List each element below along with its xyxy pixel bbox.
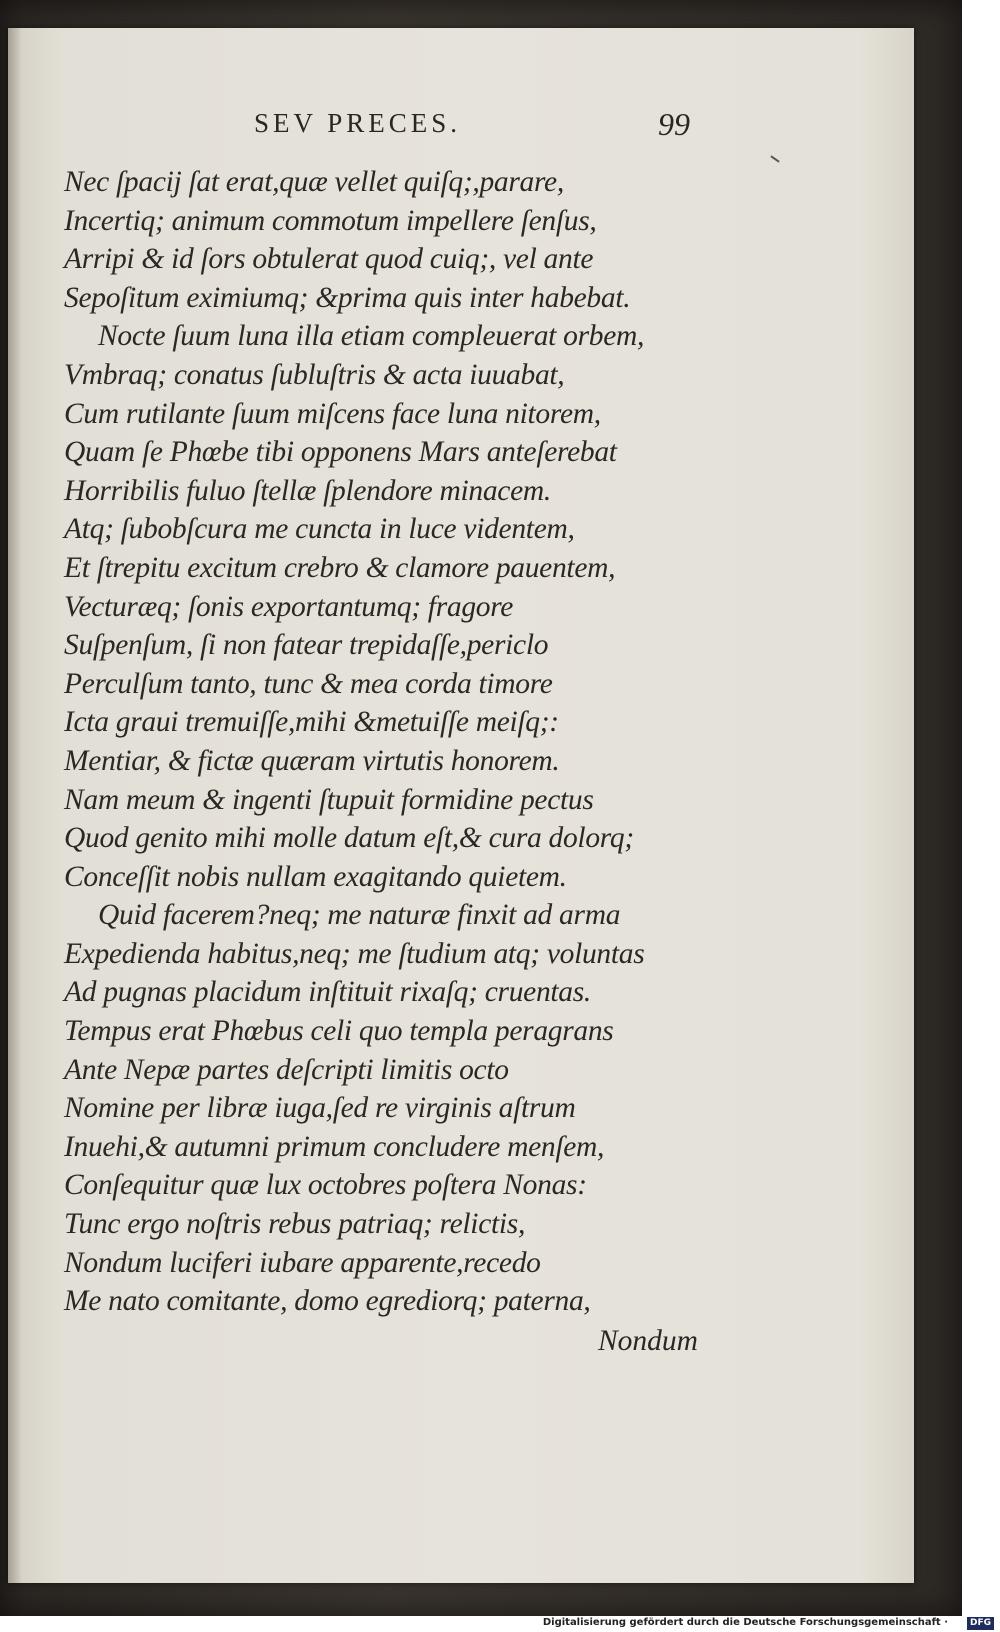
- book-page: [8, 28, 914, 1583]
- verse-line: Et ſtrepitu excitum crebro & clamore pauentem,: [64, 551, 616, 584]
- running-title: SEV PRECES.: [254, 108, 462, 138]
- verse-line: Vmbraq; conatus ſubluſtris & acta iuuabat,: [64, 358, 565, 391]
- verse-line: Icta graui tremuiſſe,mihi &metuiſſe meiſq;:: [64, 706, 559, 739]
- verse-line: Arripi & id ſors obtulerat quod cuiq;, vel ante: [64, 243, 594, 276]
- catchword: Nondum: [598, 1325, 698, 1357]
- verse-line: Nam meum & ingenti ſtupuit formidine pectus: [64, 783, 594, 816]
- verse-line: Ante Nepæ partes deſcripti limitis octo: [64, 1053, 509, 1086]
- verse-line: Sepoſitum eximiumq; &prima quis inter habebat.: [64, 281, 631, 314]
- verse-line: Nec ſpacij ſat erat,quæ vellet quiſq;,parare,: [64, 166, 564, 198]
- running-header: [8, 108, 914, 148]
- verse-line: Cum rutilante ſuum miſcens face luna nitorem,: [64, 397, 601, 430]
- verse-line: Nomine per libræ iuga,ſed re virginis aſtrum: [64, 1092, 576, 1125]
- dfg-logo: DFG: [967, 1617, 994, 1630]
- verse-line: Tunc ergo noſtris rebus patriaq; relictis,: [64, 1208, 526, 1241]
- verse-line: Perculſum tanto, tunc & mea corda timore: [64, 667, 553, 700]
- ink-mark: [770, 155, 779, 162]
- verse-line: Nocte ſuum luna illa etiam compleuerat orbem,: [98, 320, 645, 353]
- verse-line: Incertiq; animum commotum impellere ſenſus,: [64, 204, 597, 237]
- verse-line: Quid facerem?neq; me naturæ finxit ad arma: [98, 899, 621, 932]
- funding-credit: Digitalisierung gefördert durch die Deutsche Forschungsgemeinschaft ·: [542, 1617, 948, 1628]
- verse-line: Me nato comitante, domo egrediorq; paterna,: [64, 1285, 591, 1318]
- verse-line: Horribilis fuluo ſtellæ ſplendore minacem.: [64, 474, 551, 507]
- verse-line: Ad pugnas placidum inſtituit rixaſq; cruentas.: [64, 976, 591, 1009]
- verse-line: Conſequitur quæ lux octobres poſtera Nonas:: [64, 1169, 587, 1202]
- verse-text-block: [64, 163, 764, 1321]
- verse-line: Inuehi,& autumni primum concludere menſem,: [64, 1130, 605, 1163]
- verse-line: Mentiar, & fictæ quæram virtutis honorem.: [64, 744, 560, 777]
- verse-line: Vecturæq; ſonis exportantumq; fragore: [64, 590, 514, 623]
- verse-line: Atq; ſubobſcura me cuncta in luce videntem,: [64, 513, 575, 546]
- verse-line: Quam ſe Phœbe tibi opponens Mars anteſerebat: [64, 436, 617, 469]
- verse-line: Tempus erat Phœbus celi quo templa peragrans: [64, 1015, 614, 1048]
- digitization-footer: [0, 1616, 1000, 1632]
- verse-line: Conceſſit nobis nullam exagitando quietem.: [64, 860, 567, 893]
- verse-line: Expedienda habitus,neq; me ſtudium atq; voluntas: [64, 937, 645, 970]
- verse-line: Suſpenſum, ſi non fatear trepidaſſe,periclo: [64, 629, 549, 662]
- verse-line: Quod genito mihi molle datum eſt,& cura dolorq;: [64, 822, 634, 855]
- page-number: 99: [658, 106, 690, 142]
- verse-line: Nondum luciferi iubare apparente,recedo: [64, 1246, 541, 1279]
